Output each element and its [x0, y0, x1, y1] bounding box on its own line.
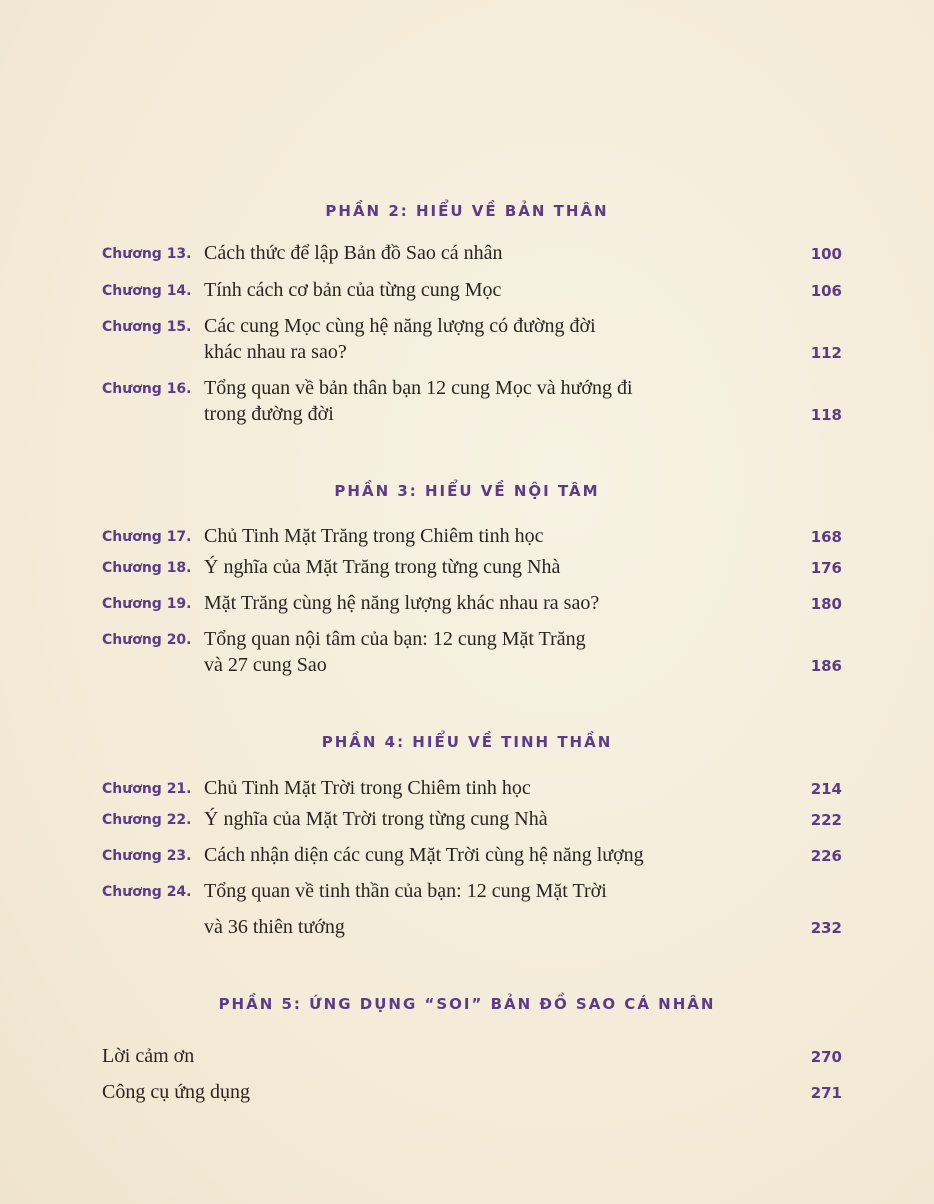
chapter-label: Chương 18.: [102, 560, 192, 576]
chapter-label: Chương 16.: [102, 381, 192, 397]
page-number: 186: [810, 657, 842, 675]
entry-title: Lời cảm ơn: [102, 1045, 195, 1067]
chapter-title: Mặt Trăng cùng hệ năng lượng khác nhau ra sao?: [204, 592, 600, 614]
page-number: 271: [810, 1084, 842, 1102]
chapter-title-line-1: Tổng quan về bản thân bạn 12 cung Mọc và hướng đi: [204, 377, 633, 399]
page-number: 100: [810, 245, 842, 263]
page-number: 222: [810, 811, 842, 829]
chapter-title-line-1: Các cung Mọc cùng hệ năng lượng có đường đời: [204, 315, 596, 337]
part-2-heading: PHẦN 2: HIỂU VỀ BẢN THÂN: [325, 202, 609, 220]
chapter-label: Chương 20.: [102, 632, 192, 648]
page-number: 176: [810, 559, 842, 577]
chapter-label: Chương 13.: [102, 246, 192, 262]
chapter-label: Chương 22.: [102, 812, 192, 828]
page-number: 180: [810, 595, 842, 613]
chapter-label: Chương 23.: [102, 848, 192, 864]
chapter-title: Chủ Tinh Mặt Trăng trong Chiêm tinh học: [204, 525, 544, 547]
chapter-title: Tính cách cơ bản của từng cung Mọc: [204, 279, 502, 301]
page-number: 112: [810, 344, 842, 362]
entry-title: Công cụ ứng dụng: [102, 1081, 251, 1103]
chapter-title-line-1: Tổng quan về tinh thần của bạn: 12 cung Mặt Trời: [204, 880, 607, 902]
page-number: 214: [810, 780, 842, 798]
chapter-label: Chương 14.: [102, 283, 192, 299]
chapter-title: Chủ Tinh Mặt Trời trong Chiêm tinh học: [204, 777, 531, 799]
part-4-heading: PHẦN 4: HIỂU VỀ TINH THẦN: [321, 733, 613, 751]
page-number: 232: [810, 919, 842, 937]
chapter-title-line-2: và 36 thiên tướng: [204, 916, 345, 938]
chapter-label: Chương 17.: [102, 529, 192, 545]
chapter-title: Cách thức để lập Bản đồ Sao cá nhân: [204, 242, 503, 264]
chapter-label: Chương 24.: [102, 884, 192, 900]
page-number: 118: [810, 406, 842, 424]
part-3-heading: PHẦN 3: HIỂU VỀ NỘI TÂM: [334, 482, 600, 500]
chapter-label: Chương 19.: [102, 596, 192, 612]
chapter-title: Ý nghĩa của Mặt Trăng trong từng cung Nhà: [204, 556, 561, 578]
page-number: 168: [810, 528, 842, 546]
chapter-title: Cách nhận diện các cung Mặt Trời cùng hệ năng lượng: [204, 844, 644, 866]
page-number: 270: [810, 1048, 842, 1066]
chapter-title-line-2: trong đường đời: [204, 403, 334, 425]
chapter-label: Chương 21.: [102, 781, 192, 797]
part-5-heading: PHẦN 5: ỨNG DỤNG “SOI” BẢN ĐỒ SAO CÁ NHÂN: [218, 995, 716, 1013]
chapter-title-line-2: khác nhau ra sao?: [204, 341, 347, 363]
page-number: 226: [810, 847, 842, 865]
chapter-title-line-2: và 27 cung Sao: [204, 654, 327, 676]
chapter-title: Ý nghĩa của Mặt Trời trong từng cung Nhà: [204, 808, 548, 830]
chapter-title-line-1: Tổng quan nội tâm của bạn: 12 cung Mặt Trăng: [204, 628, 586, 650]
page-number: 106: [810, 282, 842, 300]
chapter-label: Chương 15.: [102, 319, 192, 335]
